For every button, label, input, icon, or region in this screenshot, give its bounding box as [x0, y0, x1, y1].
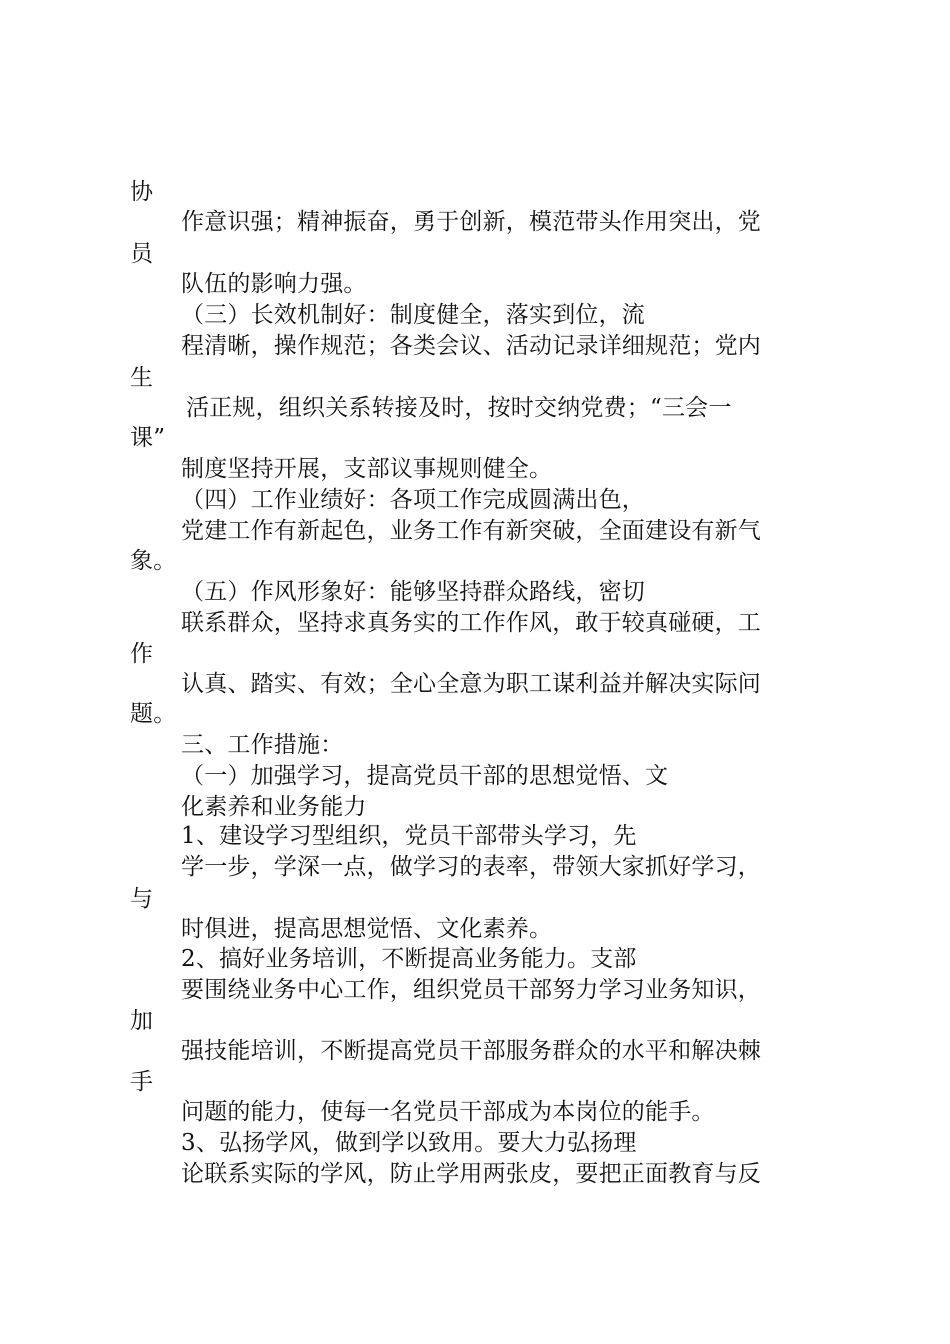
text-line: 与: [130, 886, 154, 912]
text-line: （三）长效机制好：制度健全，落实到位，流: [181, 302, 645, 328]
text-line: 活正规，组织关系转接及时，按时交纳党费；“三会一: [186, 395, 732, 421]
text-line: 加: [130, 1008, 154, 1034]
text-line: 联系群众，坚持求真务实的工作作风，敢于较真碰硬，工: [181, 610, 761, 636]
text-line: 学一步，学深一点，做学习的表率，带领大家抓好学习，: [181, 854, 761, 880]
text-line: 党建工作有新起色，业务工作有新突破，全面建设有新气: [181, 518, 761, 544]
text-line: 队伍的影响力强。: [181, 271, 367, 297]
text-line: 课”: [130, 425, 166, 451]
text-line: （一）加强学习，提高党员干部的思想觉悟、文: [181, 763, 669, 789]
text-line: 问题的能力，使每一名党员干部成为本岗位的能手。: [181, 1099, 715, 1125]
text-line: 作意识强；精神振奋，勇于创新，模范带头作用突出，党: [181, 209, 761, 235]
text-line: 3、弘扬学风，做到学以致用。要大力弘扬理: [181, 1130, 637, 1156]
text-line: （四）工作业绩好：各项工作完成圆满出色，: [181, 487, 645, 513]
text-line: 时俱进，提高思想觉悟、文化素养。: [181, 916, 553, 942]
text-line: 生: [130, 365, 154, 391]
text-line: 作: [130, 641, 154, 667]
text-line: 协: [130, 179, 154, 205]
text-line: 化素养和业务能力: [181, 794, 367, 820]
text-line: 认真、踏实、有效；全心全意为职工谋利益并解决实际问: [181, 671, 761, 697]
text-line: （五）作风形象好：能够坚持群众路线，密切: [181, 579, 645, 605]
text-line: 题。: [130, 701, 177, 727]
text-line: 制度坚持开展，支部议事规则健全。: [181, 456, 553, 482]
text-line: 员: [130, 241, 154, 267]
text-line: 手: [130, 1069, 154, 1095]
text-line: 2、搞好业务培训，不断提高业务能力。支部: [181, 946, 637, 972]
text-line: 象。: [130, 548, 177, 574]
text-line: 1、建设学习型组织，党员干部带头学习，先: [181, 823, 637, 849]
text-line: 三、工作措施：: [181, 732, 344, 758]
text-line: 强技能培训，不断提高党员干部服务群众的水平和解决棘: [181, 1038, 761, 1064]
text-line: 论联系实际的学风，防止学用两张皮，要把正面教育与反: [181, 1161, 761, 1187]
text-line: 程清晰，操作规范；各类会议、活动记录详细规范；党内: [181, 333, 761, 359]
text-line: 要围绕业务中心工作，组织党员干部努力学习业务知识，: [181, 977, 761, 1003]
